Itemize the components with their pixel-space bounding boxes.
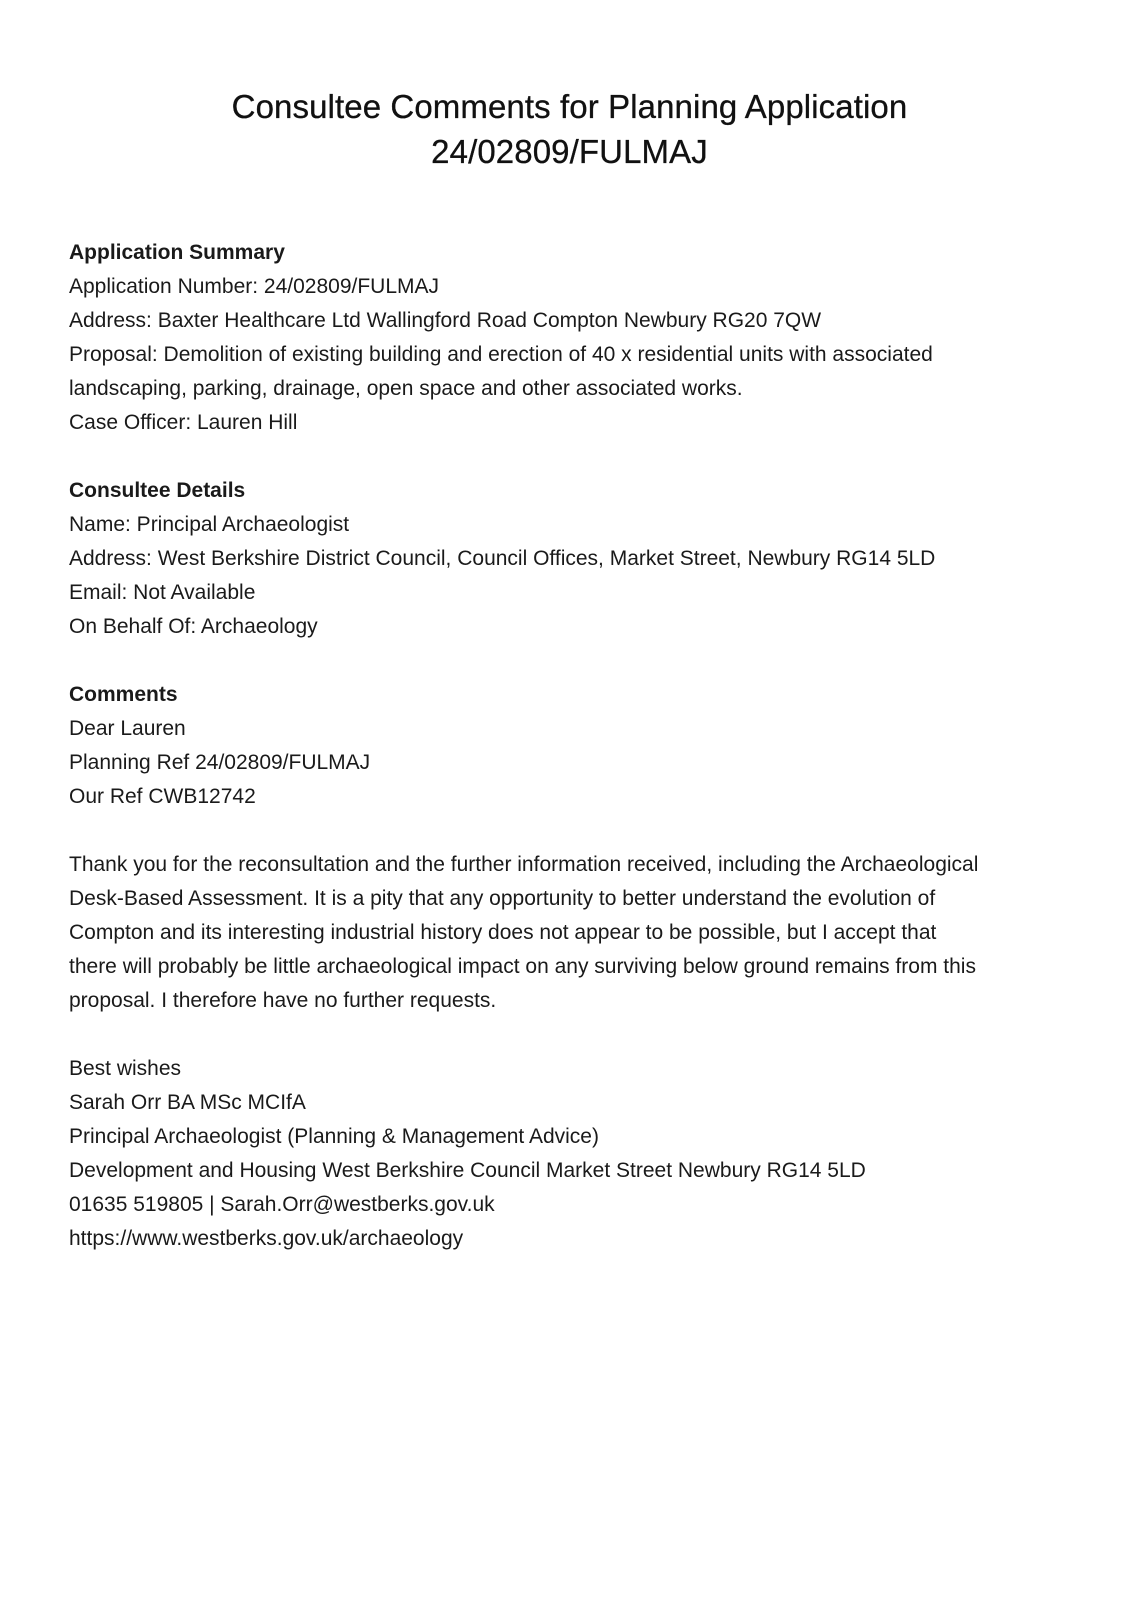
- comments-body-line: Desk-Based Assessment. It is a pity that any opportunity to better understand the evolution of: [69, 887, 936, 910]
- proposal-line-1: Proposal: Demolition of existing building and erection of 40 x residential units with associated: [69, 343, 933, 366]
- application-address: Address: Baxter Healthcare Ltd Wallingford Road Compton Newbury RG20 7QW: [69, 309, 822, 332]
- comments-body-line: Compton and its interesting industrial history does not appear to be possible, but I accept that: [69, 921, 937, 944]
- application-summary-section: [69, 236, 1070, 440]
- comments-salutation: Dear Lauren: [69, 717, 186, 740]
- comments-body-line: there will probably be little archaeological impact on any surviving below ground remains from this: [69, 955, 976, 978]
- comments-planning-ref: Planning Ref 24/02809/FULMAJ: [69, 751, 371, 774]
- consultee-on-behalf-of: On Behalf Of: Archaeology: [69, 615, 318, 638]
- spacer: [69, 814, 1070, 848]
- application-number: Application Number: 24/02809/FULMAJ: [69, 275, 440, 298]
- consultee-address: Address: West Berkshire District Council, Council Offices, Market Street, Newbury RG14 5LD: [69, 547, 936, 570]
- consultee-details-section: [69, 474, 1070, 644]
- page-title: [69, 84, 1070, 174]
- signature-contact: 01635 519805 | Sarah.Orr@westberks.gov.uk: [69, 1193, 495, 1216]
- signature-role: Principal Archaeologist (Planning & Management Advice): [69, 1125, 599, 1148]
- comments-body-line: proposal. I therefore have no further requests.: [69, 989, 497, 1012]
- consultee-email: Email: Not Available: [69, 581, 256, 604]
- case-officer: Case Officer: Lauren Hill: [69, 411, 298, 434]
- comments-section: [69, 678, 1070, 1256]
- comments-body-line: Thank you for the reconsultation and the further information received, including the Archaeological: [69, 853, 979, 876]
- signature-name: Sarah Orr BA MSc MCIfA: [69, 1091, 306, 1114]
- consultee-details-heading: Consultee Details: [69, 479, 246, 502]
- application-summary-heading: Application Summary: [69, 241, 285, 264]
- title-line-1: Consultee Comments for Planning Application: [231, 88, 908, 125]
- consultee-name: Name: Principal Archaeologist: [69, 513, 350, 536]
- comments-body: [69, 848, 1070, 1018]
- proposal-line-2: landscaping, parking, drainage, open space and other associated works.: [69, 377, 743, 400]
- comments-our-ref: Our Ref CWB12742: [69, 785, 256, 808]
- signature-url: https://www.westberks.gov.uk/archaeology: [69, 1227, 464, 1250]
- title-line-2: 24/02809/FULMAJ: [431, 133, 708, 170]
- signature-address: Development and Housing West Berkshire Council Market Street Newbury RG14 5LD: [69, 1159, 866, 1182]
- comments-heading: Comments: [69, 683, 178, 706]
- signoff: Best wishes: [69, 1057, 182, 1080]
